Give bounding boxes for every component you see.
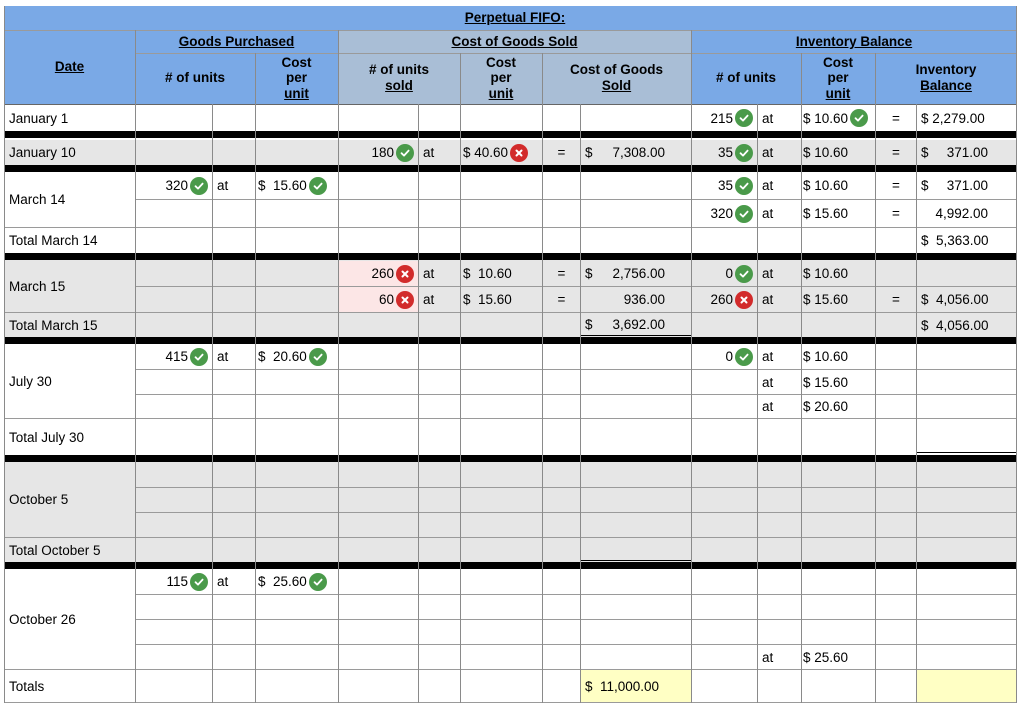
- grid-h: [135, 644, 1017, 645]
- at-label: at: [762, 292, 774, 307]
- balance-cost-cell[interactable]: $ 10.60: [803, 349, 849, 364]
- date-cell: Total March 14: [9, 233, 98, 248]
- cogs-cell[interactable]: [581, 261, 691, 286]
- purchased-cost-cell[interactable]: [256, 344, 338, 369]
- separator-3: [4, 253, 1017, 260]
- check-circle-icon: [735, 144, 753, 162]
- unit-label: unit: [825, 85, 851, 101]
- grid-h: [4, 30, 1017, 31]
- date-cell: July 30: [9, 373, 52, 389]
- units-sold-label-1: # of units: [369, 62, 429, 78]
- cost-label: Cost: [486, 54, 516, 70]
- equals-sign: =: [892, 206, 900, 221]
- balance-cost-cell[interactable]: $ 10.60: [803, 178, 849, 193]
- check-circle-icon: [396, 144, 414, 162]
- sold-cost-cell[interactable]: $ 10.60: [463, 266, 512, 281]
- date-cell: Totals: [9, 678, 45, 694]
- units-sold-cell[interactable]: [339, 140, 418, 165]
- check-circle-icon: [850, 109, 868, 127]
- purchased-cost-cell[interactable]: [256, 172, 338, 199]
- units-value: 115: [166, 574, 188, 589]
- grid-h: [135, 619, 1017, 620]
- purchased-units-header: # of units: [165, 70, 225, 86]
- units-sold-cell[interactable]: [339, 287, 418, 312]
- units-value: 60: [378, 292, 394, 307]
- balance-cost-cell[interactable]: $ 20.60: [803, 399, 849, 414]
- check-circle-icon: [735, 109, 753, 127]
- grid-h: [4, 702, 1017, 703]
- date-cell: January 10: [9, 145, 76, 160]
- inventory-balance-cell[interactable]: [917, 172, 1016, 199]
- check-circle-icon: [735, 348, 753, 366]
- units-value: 260: [710, 292, 733, 307]
- grid-h: [4, 537, 1017, 538]
- grid-h: [4, 418, 1017, 419]
- sold-cost-cell[interactable]: $ 15.60: [463, 292, 512, 307]
- cost-value: $ 15.60: [258, 178, 307, 193]
- inventory-balance-header: Inventory Balance: [795, 34, 913, 50]
- cogs-label-1: Cost of Goods: [570, 62, 663, 78]
- units-value: 35: [717, 178, 733, 193]
- grid-h: [4, 312, 1017, 313]
- units-value: 415: [165, 349, 188, 364]
- cost-value: $ 20.60: [258, 349, 307, 364]
- balance-cost-cell[interactable]: [802, 105, 875, 131]
- cost-value: $ 25.60: [258, 574, 307, 589]
- at-label: at: [423, 145, 435, 160]
- worksheet-title: Perpetual FIFO:: [464, 10, 566, 26]
- equals-sign: =: [892, 110, 900, 126]
- date-cell: March 14: [9, 192, 66, 207]
- check-circle-icon: [190, 177, 208, 195]
- cogs-value: 2,756.00: [612, 266, 665, 281]
- cogs-cell[interactable]: [581, 140, 691, 165]
- units-value: 35: [717, 145, 733, 160]
- units-value: 320: [165, 178, 188, 193]
- grid-h: [135, 594, 1017, 595]
- balance-cost-header: [801, 54, 875, 102]
- balance-units-cell[interactable]: [692, 287, 757, 312]
- inv-bal-label-1: Inventory: [915, 62, 977, 78]
- x-circle-icon: [510, 144, 528, 162]
- inventory-balance-total-cell[interactable]: $ 5,363.00: [921, 233, 989, 248]
- sold-cost-header: [460, 54, 542, 102]
- cogs-total-cell[interactable]: [581, 313, 691, 335]
- check-circle-icon: [735, 205, 753, 223]
- units-value: 215: [710, 110, 733, 126]
- equals-sign: =: [557, 266, 566, 281]
- purchased-units-cell[interactable]: [136, 172, 212, 199]
- cogs-amount-header: [542, 56, 691, 100]
- balance-value: 371.00: [946, 145, 988, 160]
- units-value: 320: [710, 206, 733, 221]
- date-cell: October 26: [9, 611, 76, 627]
- at-label: at: [217, 349, 229, 364]
- at-label: at: [762, 374, 774, 390]
- cogs-cell[interactable]: 936.00: [623, 292, 665, 307]
- balance-cost-cell[interactable]: $ 15.60: [803, 292, 849, 307]
- purchased-units-cell[interactable]: [136, 344, 212, 369]
- units-value: 0: [725, 349, 733, 364]
- grid-h: [4, 227, 1017, 228]
- grid-v: [255, 53, 256, 703]
- balance-units-cell[interactable]: [692, 261, 757, 286]
- separator-6: [4, 562, 1017, 569]
- grid-v: [1016, 6, 1017, 703]
- balance-units-cell[interactable]: [692, 344, 757, 369]
- balance-cost-cell[interactable]: $ 10.60: [803, 145, 849, 160]
- balance-cost-cell[interactable]: $ 10.60: [803, 266, 849, 281]
- check-circle-icon: [735, 177, 753, 195]
- inventory-balance-cell[interactable]: $ 2,279.00: [921, 110, 985, 126]
- cogs-grand-total-cell[interactable]: $ 11,000.00: [585, 678, 660, 694]
- date-cell: Total October 5: [9, 542, 101, 558]
- separator-2: [4, 165, 1017, 172]
- x-circle-icon: [396, 265, 414, 283]
- grid-h: [4, 669, 1017, 670]
- at-label: at: [762, 145, 774, 160]
- equals-sign: =: [892, 145, 900, 160]
- cost-label: Cost: [281, 54, 312, 70]
- inventory-grand-total-cell[interactable]: [917, 670, 1016, 702]
- purchased-cost-header: [255, 54, 338, 102]
- goods-purchased-header: Goods Purchased: [178, 34, 295, 50]
- inventory-balance-cell[interactable]: [917, 140, 1016, 165]
- dollar-sign: $: [921, 145, 929, 160]
- grid-v: [338, 30, 339, 703]
- purchased-cost-cell[interactable]: [256, 569, 338, 594]
- at-label: at: [762, 206, 774, 221]
- grid-h: [135, 394, 1017, 395]
- balance-value: 371.00: [946, 178, 988, 193]
- per-label: per: [490, 70, 512, 86]
- unit-label: unit: [488, 85, 514, 101]
- grid-h: [135, 53, 1017, 54]
- at-label: at: [217, 574, 229, 589]
- equals-sign: =: [557, 292, 566, 307]
- separator-4: [4, 337, 1017, 344]
- dollar-sign: $: [585, 145, 593, 160]
- check-circle-icon: [190, 348, 208, 366]
- balance-cost-cell[interactable]: $ 15.60: [803, 374, 849, 390]
- units-sold-cell[interactable]: [339, 261, 418, 286]
- inventory-balance-col-header: [875, 56, 1017, 100]
- date-cell: March 15: [9, 278, 66, 294]
- total-underline: [916, 452, 1017, 453]
- inventory-balance-cell[interactable]: $ 4,056.00: [921, 292, 989, 307]
- per-label: per: [827, 70, 849, 86]
- separator-5: [4, 455, 1017, 462]
- equals-sign: =: [557, 145, 566, 160]
- units-value: 260: [371, 266, 394, 281]
- per-label: per: [285, 70, 307, 86]
- balance-units-cell[interactable]: [692, 172, 757, 199]
- units-sold-label-2: sold: [385, 78, 413, 93]
- inventory-balance-cell[interactable]: 4,992.00: [935, 206, 988, 221]
- units-value: 180: [371, 145, 394, 160]
- separator-1: [4, 131, 1017, 138]
- unit-label: unit: [284, 85, 309, 101]
- cost-of-goods-sold-header: Cost of Goods Sold: [451, 34, 578, 50]
- total-underline: [580, 335, 691, 336]
- date-cell: January 1: [9, 110, 69, 126]
- dollar-sign: $: [585, 266, 593, 281]
- grid-v: [418, 104, 419, 703]
- balance-units-cell[interactable]: [692, 140, 757, 165]
- grid-h: [135, 487, 1017, 488]
- total-underline: [580, 560, 691, 561]
- check-circle-icon: [309, 348, 327, 366]
- date-header: Date: [54, 59, 85, 75]
- cogs-label-2: Sold: [601, 78, 632, 93]
- check-circle-icon: [190, 573, 208, 591]
- at-label: at: [762, 110, 774, 126]
- balance-cost-cell[interactable]: $ 25.60: [803, 649, 849, 665]
- cogs-value: 3,692.00: [612, 316, 665, 332]
- units-value: 0: [725, 266, 733, 281]
- cost-value: $ 40.60: [463, 145, 509, 160]
- balance-units-cell[interactable]: [692, 105, 757, 131]
- balance-units-cell[interactable]: [692, 200, 757, 227]
- units-sold-header: [338, 56, 460, 100]
- inv-bal-label-2: Balance: [920, 78, 972, 93]
- cost-value: $ 10.60: [803, 110, 849, 126]
- equals-sign: =: [892, 178, 900, 193]
- sold-cost-cell[interactable]: [461, 140, 542, 165]
- cost-label: Cost: [823, 54, 853, 70]
- balance-cost-cell[interactable]: $ 15.60: [803, 206, 849, 221]
- at-label: at: [762, 399, 774, 414]
- balance-units-header: # of units: [716, 70, 776, 86]
- dollar-sign: $: [921, 178, 929, 193]
- dollar-sign: $: [585, 316, 593, 332]
- date-cell: Total July 30: [9, 429, 85, 445]
- at-label: at: [762, 178, 774, 193]
- x-circle-icon: [396, 291, 414, 309]
- at-label: at: [762, 349, 774, 364]
- at-label: at: [423, 292, 435, 307]
- cogs-value: 7,308.00: [612, 145, 665, 160]
- at-label: at: [423, 266, 435, 281]
- grid-h: [135, 512, 1017, 513]
- purchased-units-cell[interactable]: [136, 569, 212, 594]
- check-circle-icon: [735, 265, 753, 283]
- date-cell: Total March 15: [9, 317, 98, 333]
- at-label: at: [762, 649, 774, 665]
- check-circle-icon: [309, 573, 327, 591]
- at-label: at: [217, 178, 229, 193]
- date-cell: October 5: [9, 492, 69, 507]
- at-label: at: [762, 266, 774, 281]
- x-circle-icon: [735, 291, 753, 309]
- grid-v: [580, 104, 581, 703]
- grid-h: [135, 369, 1017, 370]
- equals-sign: =: [892, 292, 900, 307]
- check-circle-icon: [309, 177, 327, 195]
- inventory-balance-total-cell[interactable]: $ 4,056.00: [921, 317, 989, 333]
